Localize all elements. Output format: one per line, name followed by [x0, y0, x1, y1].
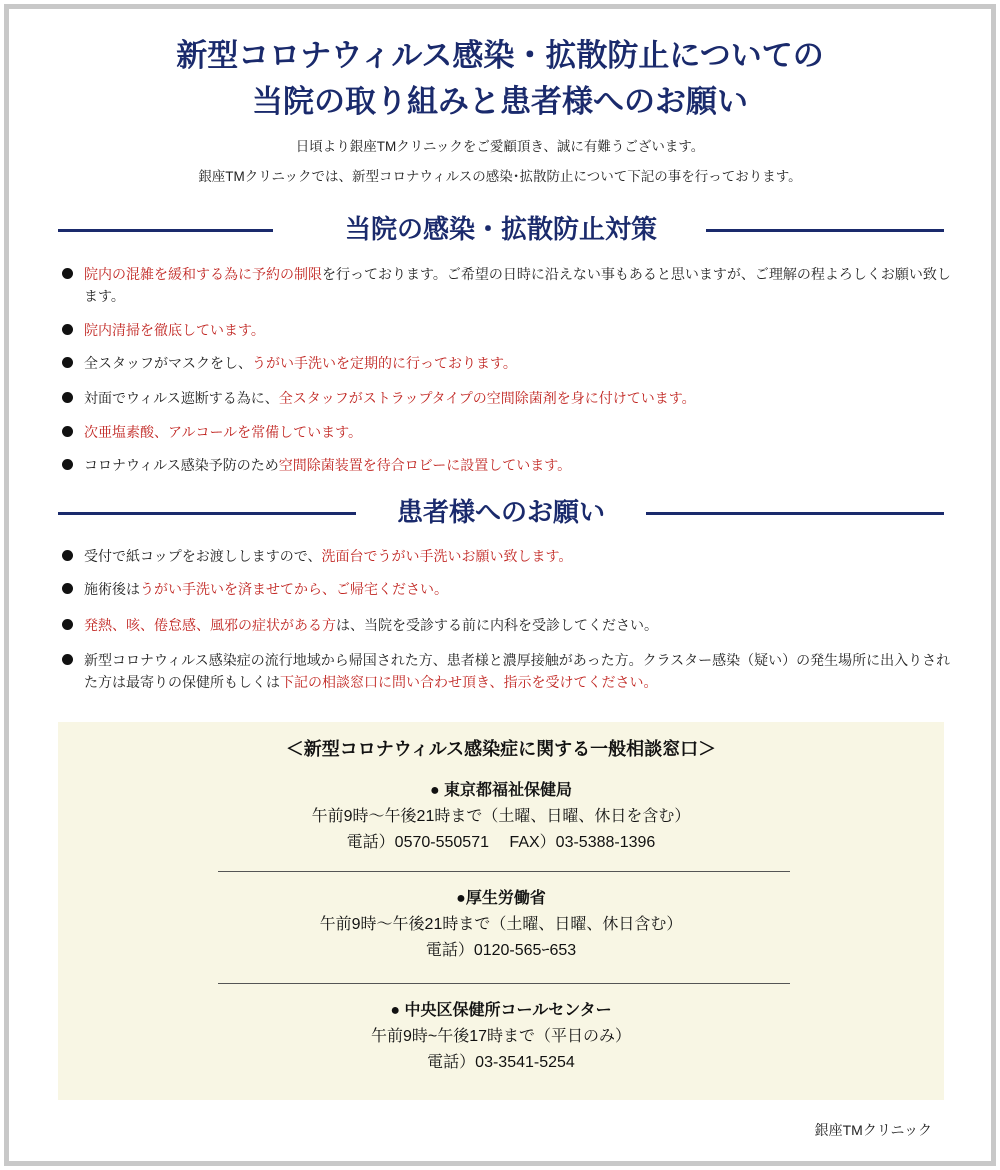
- contact-tokyo: [58, 778, 944, 856]
- bullet-icon: [62, 426, 73, 437]
- section-heading-label: 患者様へのお願い: [396, 498, 605, 528]
- item-highlight: 院内の混雑を緩和する為に予約の制限: [84, 266, 322, 282]
- consultation-title: ＜新型コロナウィルス感染症に関する一般相談窓口＞: [285, 739, 717, 759]
- item-text: 対面でウィルス遮断する為に、: [84, 390, 279, 406]
- list-item: [62, 649, 952, 693]
- contact-name: ● 中央区保健所コールセンター: [390, 1002, 612, 1019]
- divider: [218, 871, 790, 872]
- bullet-icon: [62, 654, 73, 665]
- section-heading-measures: [58, 210, 944, 250]
- contact-mhlw: [58, 886, 944, 964]
- item-text: を行っております。ご希望の日時に沿えない事もあると思いますが、ご理解の程よろしくお願い致します。: [84, 266, 951, 304]
- list-item: [62, 454, 952, 476]
- list-item: [62, 263, 952, 307]
- contact-phone: 電話）03-3541-5254: [427, 1054, 575, 1071]
- list-item: [62, 387, 952, 409]
- section-heading-label: 当院の感染・拡散防止対策: [344, 215, 657, 245]
- contact-name: ●厚生労働省: [456, 890, 546, 907]
- bullet-icon: [62, 459, 73, 470]
- contact-phone: 電話）0570-550571 FAX）03-5388-1396: [346, 834, 656, 851]
- clinic-signature: 銀座TMクリニック: [814, 1122, 932, 1138]
- item-text: は、当院を受診する前に内科を受診してください。: [336, 617, 658, 633]
- consultation-box: [58, 722, 944, 1100]
- intro-greeting: 日頃より銀座TMクリニックをご愛顧頂き、誠に有難うございます。: [295, 139, 705, 154]
- list-item: [62, 614, 952, 636]
- item-text: 受付で紙コップをお渡ししますので、: [84, 548, 322, 564]
- bullet-icon: [62, 583, 73, 594]
- item-highlight: 全スタッフがストラップタイプの空間除菌剤を身に付けています。: [278, 390, 696, 406]
- page-title-line1: 新型コロナウィルス感染・拡散防止についての: [176, 38, 824, 74]
- bullet-icon: [62, 550, 73, 561]
- contact-phone: 電話）0120-565ｰ653: [425, 942, 577, 959]
- list-item: [62, 578, 952, 600]
- contact-hours: 午前9時～午後21時まで（土曜、日曜、休日含む）: [319, 916, 683, 933]
- bullet-icon: [62, 392, 73, 403]
- list-item: [62, 319, 952, 341]
- contact-chuo: [58, 998, 944, 1076]
- bullet-icon: [62, 619, 73, 630]
- item-text: 全スタッフがマスクをし、: [84, 355, 252, 371]
- bullet-icon: [62, 357, 73, 368]
- item-highlight: 空間除菌装置を待合ロビーに設置しています。: [278, 457, 572, 473]
- list-item: [62, 545, 952, 567]
- bullet-icon: [62, 268, 73, 279]
- contact-hours: 午前9時～午後21時まで（土曜、日曜、休日を含む）: [311, 808, 691, 825]
- item-highlight: 院内清掃を徹底しています。: [84, 322, 265, 338]
- item-highlight: 発熱、咳、倦怠感、風邪の症状がある方: [84, 617, 336, 633]
- heading-rule-right: [706, 229, 944, 232]
- contact-name: ● 東京都福祉保健局: [429, 782, 573, 799]
- bullet-icon: [62, 324, 73, 335]
- item-text: 施術後は: [84, 581, 140, 597]
- contact-hours: 午前9時~午後17時まで（平日のみ）: [370, 1028, 632, 1045]
- item-highlight: 下記の相談窓口に問い合わせ頂き、指示を受けてください。: [280, 674, 658, 690]
- item-text: 新型コロナウィルス感染症の流行地域から帰国された方、患者様と濃厚接触があった方。クラスター感染（疑い）の発生場所に出入りされた方は最寄りの保健所もしくは: [84, 652, 951, 690]
- item-highlight: 洗面台でうがい手洗いお願い致します。: [321, 548, 573, 564]
- list-item: [62, 352, 952, 374]
- item-highlight: うがい手洗いを済ませてから、ご帰宅ください。: [140, 581, 448, 597]
- list-item: [62, 421, 952, 443]
- page-title-line2: 当院の取り組みと患者様へのお願い: [252, 84, 748, 120]
- item-text: コロナウィルス感染予防のため: [84, 457, 279, 473]
- item-highlight: うがい手洗いを定期的に行っております。: [252, 355, 517, 371]
- divider: [218, 983, 790, 984]
- section-heading-requests: [58, 493, 944, 533]
- item-highlight: 次亜塩素酸、アルコールを常備しています。: [84, 424, 363, 440]
- intro-statement: 銀座TMクリニックでは、新型コロナウィルスの感染･拡散防止について下記の事を行っております。: [198, 169, 802, 184]
- heading-rule-right: [646, 512, 944, 515]
